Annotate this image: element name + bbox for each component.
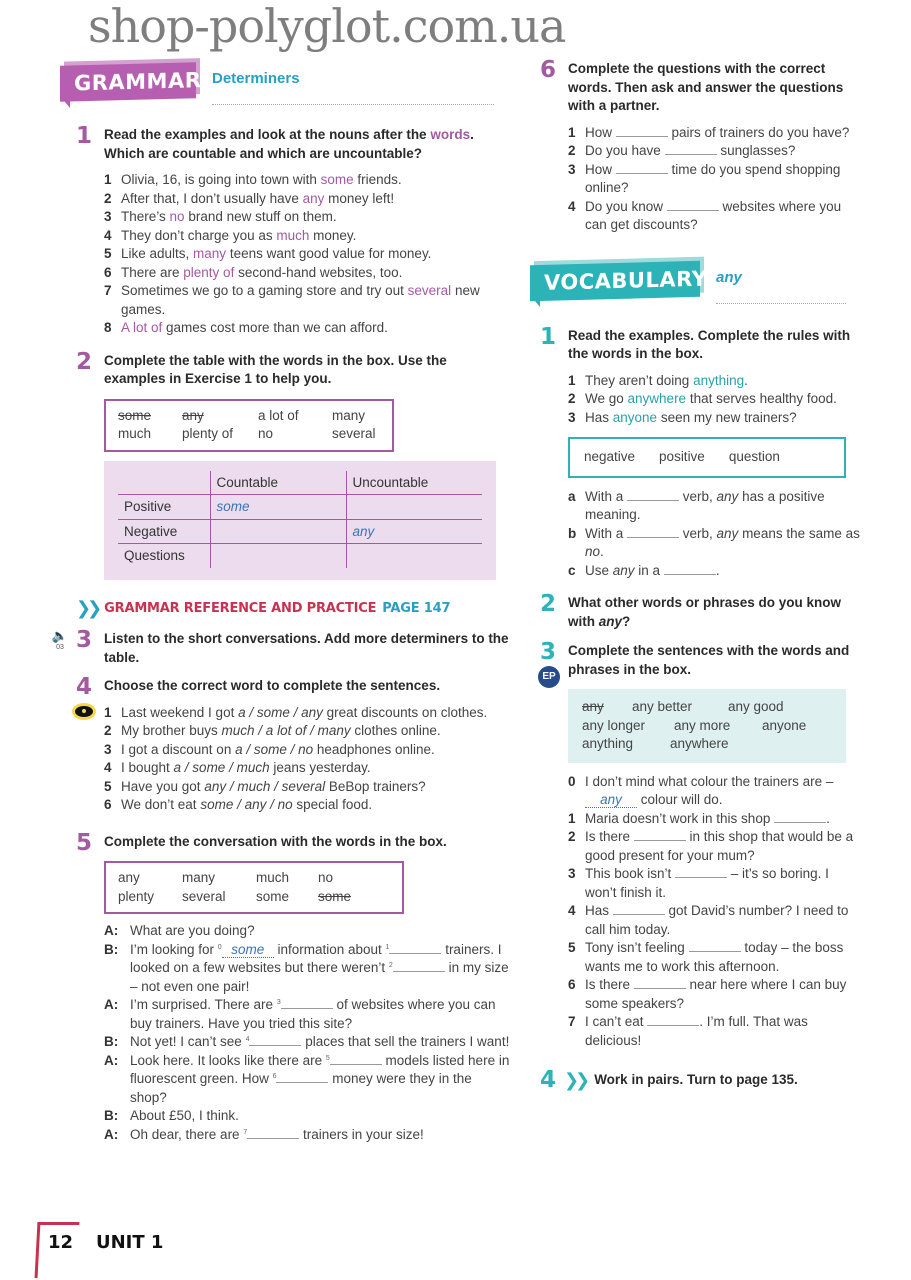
exercise-number: 2 <box>540 591 557 617</box>
dialog-line: B: About £50, I think. <box>104 1108 239 1123</box>
right-column <box>530 57 860 1093</box>
word-box-item: any longer <box>582 717 646 733</box>
list-item: 0 I don’t mind what colour the trainers are – any colour will do. <box>568 773 834 807</box>
word-box-item: no <box>258 426 274 441</box>
list-item: 5 Have you got any / much / several BeBop trainers? <box>104 778 426 794</box>
list-item: 3 How time do you spend shopping online? <box>568 161 841 195</box>
answer-options[interactable]: a / some / any <box>238 704 323 720</box>
list-item: 2 Do you have sunglasses? <box>568 143 796 158</box>
answer-blank[interactable] <box>647 1014 699 1026</box>
extra-practice-badge-icon[interactable]: EP <box>538 666 560 688</box>
word-box <box>568 437 846 478</box>
dialog-line: A: I’m surprised. There are $^3$ of websites where you can buy trainers. Have you tried this site? <box>104 997 496 1031</box>
exercise-number: 4 <box>540 1067 557 1093</box>
answer-blank[interactable] <box>330 1053 382 1065</box>
table-cell[interactable] <box>346 495 482 520</box>
word-box-item: several <box>182 888 226 904</box>
list-item: 1 How pairs of trainers do you have? <box>568 124 850 140</box>
vocabulary-banner: VOCABULARY <box>530 260 700 300</box>
word-box-item: any <box>582 699 604 714</box>
list-item: 4 Has got David’s number? I need to call him today. <box>568 903 849 937</box>
answer-blank[interactable] <box>634 977 686 989</box>
vocab-exercise-1 <box>530 323 860 581</box>
example-list <box>104 171 510 338</box>
exercise-instruction: Choose the correct word to complete the sentences. <box>104 678 441 693</box>
list-item: 1 Maria doesn’t work in this shop . <box>568 810 830 826</box>
exercise-number: 1 <box>76 123 93 149</box>
list-item: 3 This book isn’t – it’s so boring. I won’t finish it. <box>568 866 829 900</box>
word-box-item: any more <box>674 717 731 733</box>
exercise-instruction: Complete the conversation with the words in the box. <box>104 833 447 849</box>
exercise-instruction: Listen to the short conversations. Add more determiners to the table. <box>104 631 509 665</box>
row-label: Positive <box>118 495 210 520</box>
list-item: 1 They aren’t doing anything. <box>568 372 748 388</box>
watermark: shop-polyglot.com.ua <box>88 0 566 53</box>
exercise-instruction: Complete the sentences with the words and phrases in the box. <box>568 643 850 677</box>
exercise-4 <box>60 674 510 815</box>
example-answer: some <box>222 943 274 958</box>
word-box <box>104 861 404 914</box>
word-box-item: question <box>728 449 780 464</box>
word-box-item: a lot of <box>258 407 299 423</box>
word-box-item: any better <box>632 699 693 714</box>
exercise-instruction: What other words or phrases do you know with any? <box>568 595 842 629</box>
answer-options[interactable]: any / much / several <box>204 778 326 794</box>
exercise-number: 4 <box>76 674 93 700</box>
word-box-item: negative <box>584 449 636 464</box>
answer-blank[interactable] <box>389 942 441 954</box>
answer-blank[interactable] <box>627 526 679 538</box>
list-item: 2 After that, I don’t usually have any money left! <box>104 190 395 206</box>
word-box-item: some <box>318 888 352 904</box>
word-box-item: anyone <box>762 717 807 733</box>
row-label: Questions <box>118 544 210 568</box>
audio-icon[interactable]: 🔈 03 <box>51 628 69 651</box>
answer-blank[interactable] <box>281 997 333 1009</box>
list-item: 3 I got a discount on a / some / no headphones online. <box>104 741 435 757</box>
word-box-item: much <box>256 870 290 885</box>
rule-item: b With a verb, any means the same as no. <box>568 525 860 559</box>
word-box-item: many <box>332 407 366 423</box>
answer-blank[interactable] <box>616 162 668 174</box>
answer-blank[interactable] <box>689 940 741 952</box>
answer-blank[interactable] <box>616 125 668 137</box>
exercise-2 <box>60 348 510 580</box>
rule-item: a With a verb, any has a positive meaning. <box>568 488 825 522</box>
list-item: 6 There are plenty of second-hand websites, too. <box>104 264 403 280</box>
vocab-exercise-3 <box>530 639 860 1050</box>
list-item: 5 Like adults, many teens want good value for money. <box>104 246 432 261</box>
grammar-column <box>51 56 510 1144</box>
word-box-item: positive <box>659 449 705 464</box>
table-cell[interactable] <box>210 519 346 544</box>
vocab-exercise-4 <box>530 1068 860 1092</box>
example-list <box>568 372 860 428</box>
grammar-header <box>60 56 510 112</box>
answer-blank[interactable] <box>249 1034 301 1046</box>
list-item: 7 Sometimes we go to a gaming store and try out several new games. <box>104 283 480 317</box>
word-box-item: plenty of <box>182 426 234 441</box>
table-row <box>118 519 482 544</box>
conversation <box>104 922 510 1144</box>
track-number: 03 <box>56 644 64 651</box>
word-box-item: any <box>182 407 204 423</box>
dialog-line: B: I’m looking for $^0$ some information about $^1$ trainers. I looked on a few websites but there weren’t $^2$ in my size – not even one pair! <box>104 941 509 994</box>
answer-blank[interactable] <box>665 143 717 155</box>
word-box <box>568 689 846 763</box>
list-item: 3 Has anyone seen my new trainers? <box>568 409 797 425</box>
answer-blank[interactable] <box>774 811 826 823</box>
word-box-item: anywhere <box>670 736 729 751</box>
exercise-number: 2 <box>76 348 93 375</box>
eye-icon <box>72 703 96 720</box>
exercise-instruction: Complete the table with the words in the box. Use the examples in Exercise 1 to help you. <box>104 352 447 386</box>
list-item: 4 I bought a / some / much jeans yesterday. <box>104 760 371 775</box>
dialog-line: B: Not yet! I can’t see $^4$ places that sell the trainers I want! <box>104 1034 510 1049</box>
word-box-item: much <box>118 426 152 441</box>
double-chevron-icon: ❯❯ <box>564 1069 587 1090</box>
answer-blank[interactable] <box>634 829 686 841</box>
list-item: 1 Last weekend I got a / some / any great discounts on clothes. <box>104 704 510 723</box>
word-box-item: any good <box>728 699 784 714</box>
exercise-instruction: Complete the questions with the correct words. Then ask and answer the questions with a partner. <box>568 61 844 113</box>
table-cell[interactable]: any <box>346 519 482 544</box>
word-box-item: some <box>118 407 152 423</box>
exercise-1 <box>60 123 510 338</box>
answer-options[interactable]: some / any / no <box>200 797 293 812</box>
exercise-5 <box>60 829 510 1145</box>
grammar-banner: GRAMMAR <box>60 62 196 102</box>
table-cell[interactable]: some <box>210 495 346 520</box>
word-box-item: many <box>182 870 216 885</box>
row-label: Negative <box>118 519 210 544</box>
list-item: 4 They don’t charge you as much money. <box>104 227 357 243</box>
list-item: 2 My brother buys much / a lot of / many clothes online. <box>104 723 441 738</box>
vocab-exercise-2 <box>530 591 860 631</box>
list-item: 3 There’s no brand new stuff on them. <box>104 209 337 224</box>
unit-label: UNIT 1 <box>96 1232 164 1253</box>
answer-blank[interactable] <box>276 1071 328 1083</box>
exercise-3 <box>51 627 510 667</box>
answer-blank[interactable] <box>627 489 679 501</box>
divider <box>716 303 846 304</box>
list-item: 2 Is there in this shop that would be a good present for your mum? <box>568 829 854 863</box>
grammar-subtitle: Determiners <box>212 70 300 87</box>
exercise-number: 3 <box>540 639 557 665</box>
vocabulary-subtitle: any <box>716 268 742 286</box>
list-item: 6 We don’t eat some / any / no special food. <box>104 797 373 812</box>
sentence-list <box>104 704 510 815</box>
list-item: 6 Is there near here where I can buy some speakers? <box>568 977 847 1011</box>
list-item: 4 Do you know websites where you can get discounts? <box>568 198 842 232</box>
exercise-instruction: Read the examples. Complete the rules with the words in the box. <box>568 327 851 361</box>
sentence-list <box>568 773 860 1051</box>
exercise-number: 1 <box>540 323 557 350</box>
word-box-item: no <box>318 870 334 885</box>
dialog-line: A: What are you doing? <box>104 923 255 938</box>
answer-blank[interactable] <box>393 960 445 972</box>
dialog-line: A: Oh dear, there are $^7$ trainers in your size! <box>104 1126 424 1142</box>
banner-tail <box>530 295 540 307</box>
exercise-6 <box>530 57 860 235</box>
answer-blank[interactable] <box>247 1127 299 1139</box>
answer-blank[interactable] <box>664 563 716 575</box>
exercise-instruction: Read the examples and look at the nouns after the words. Which are countable and which are uncountable? <box>104 127 474 161</box>
grammar-reference-link[interactable]: ❯❯ GRAMMAR REFERENCE AND PRACTICE PAGE 147 <box>76 597 451 619</box>
answer-blank[interactable] <box>667 199 719 211</box>
exercise-number: 6 <box>540 57 557 83</box>
answer-options[interactable]: a / some / much <box>173 760 270 775</box>
word-box-item: plenty <box>118 888 155 904</box>
double-chevron-icon: ❯❯ <box>76 597 99 619</box>
list-item: 5 Tony isn’t feeling today – the boss wants me to work this afternoon. <box>568 940 844 974</box>
word-box-item: anything <box>582 736 634 751</box>
table-row <box>118 544 482 568</box>
word-box-item: some <box>256 888 290 904</box>
answer-options[interactable]: a / some / no <box>235 741 314 757</box>
answer-blank[interactable] <box>675 866 727 878</box>
vocabulary-header <box>530 255 860 311</box>
rule-item: c Use any in a . <box>568 562 720 578</box>
answer-blank[interactable] <box>613 903 665 915</box>
exercise-instruction[interactable]: Work in pairs. Turn to page 135. <box>594 1071 798 1087</box>
table-header <box>118 471 210 495</box>
table-header: Uncountable <box>346 471 482 495</box>
word-box-item: any <box>118 870 140 885</box>
answer-options[interactable]: much / a lot of / many <box>221 723 351 738</box>
list-item: 2 We go anywhere that serves healthy food. <box>568 391 837 406</box>
banner-tail <box>60 96 70 108</box>
example-answer: any <box>585 793 637 808</box>
exercise-number: 5 <box>76 829 93 856</box>
divider <box>212 104 494 105</box>
rules-list <box>568 488 860 581</box>
list-item: 1 Olivia, 16, is going into town with some friends. <box>104 172 402 187</box>
word-box-item: several <box>332 426 376 441</box>
table-header: Countable <box>210 471 346 495</box>
page-number: 12 <box>48 1232 74 1253</box>
list-item: 7 I can’t eat . I’m full. That was delicious! <box>568 1014 808 1048</box>
list-item: 8 A lot of games cost more than we can afford. <box>104 320 388 335</box>
word-box <box>104 399 394 452</box>
dialog-line: A: Look here. It looks like there are $^5$ models listed here in fluorescent green. How $^6$ money were they in the shop? <box>104 1052 510 1105</box>
question-list <box>568 124 860 235</box>
exercise-number: 3 <box>76 627 93 653</box>
table-cell[interactable] <box>346 544 482 568</box>
determiners-table <box>104 461 496 580</box>
table-cell[interactable] <box>210 544 346 568</box>
table-row <box>118 495 482 520</box>
